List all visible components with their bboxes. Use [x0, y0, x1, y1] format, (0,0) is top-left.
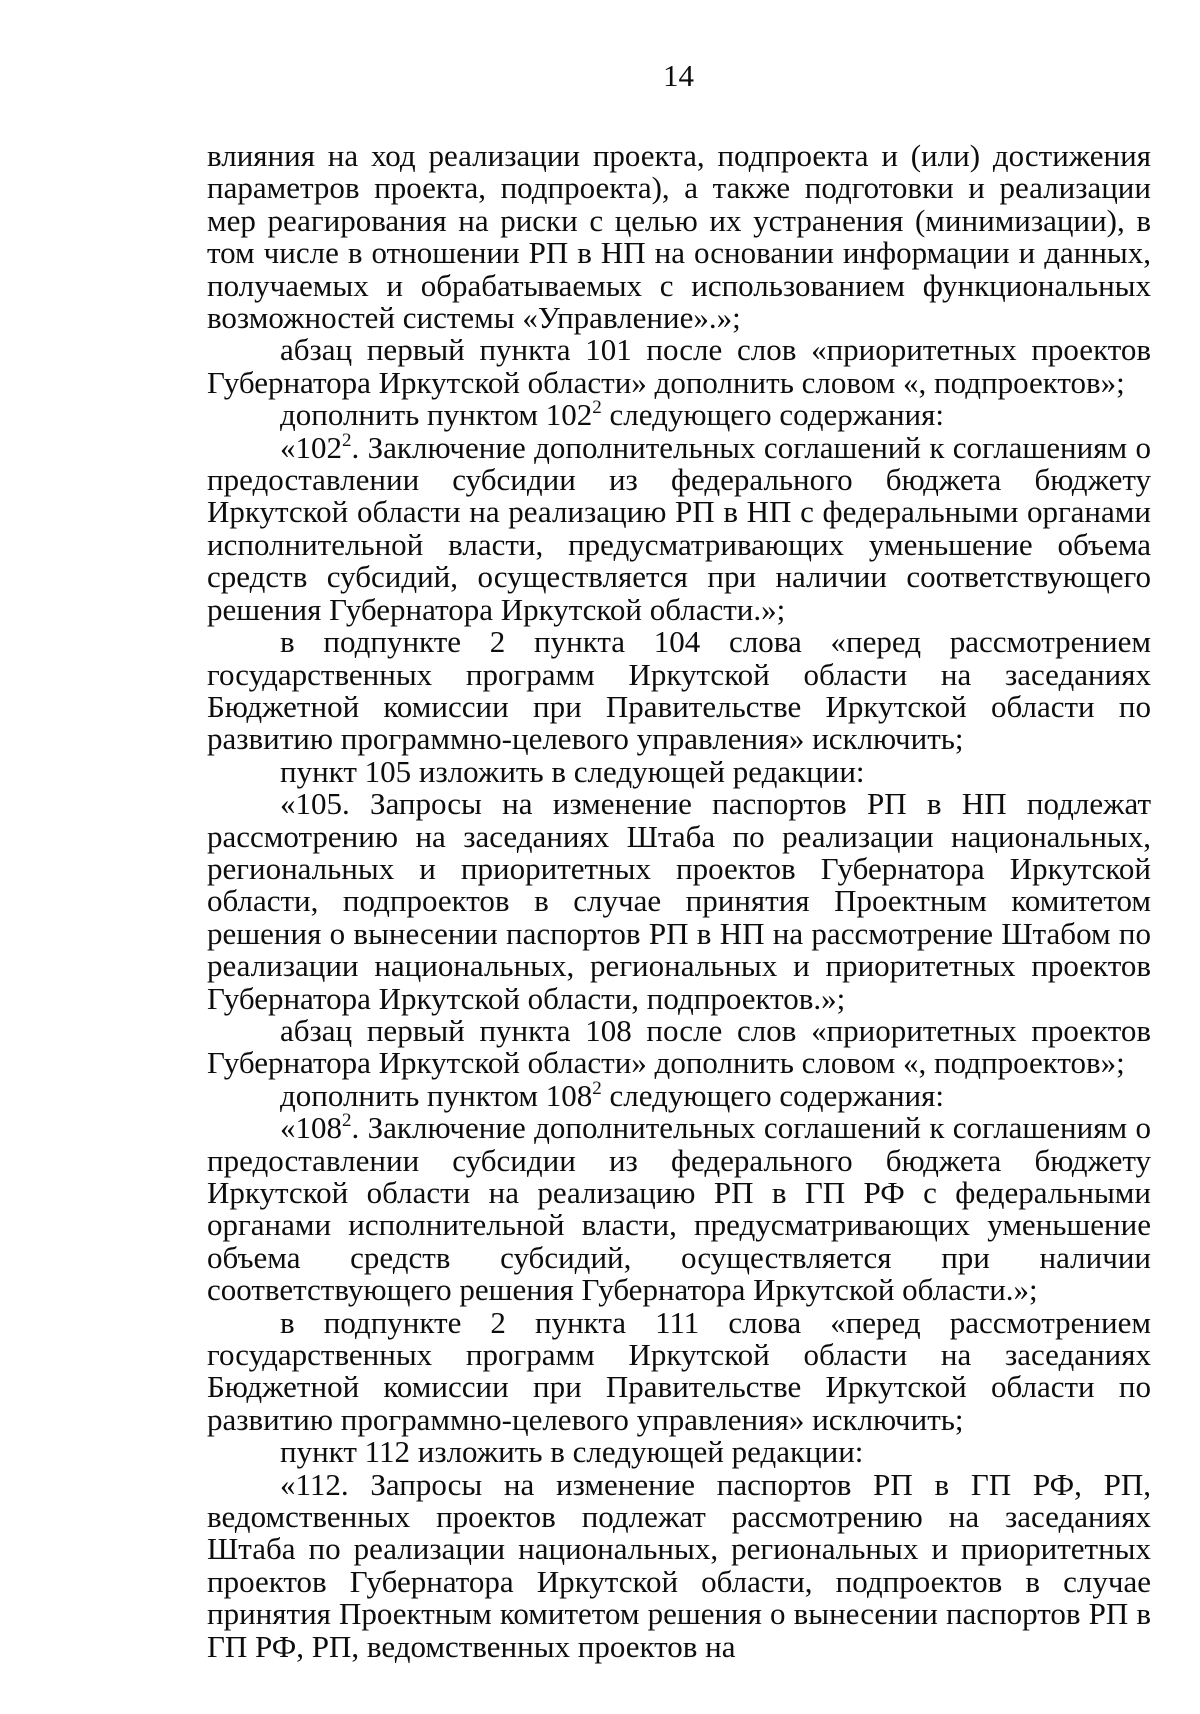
text-after: следующего содержания:: [601, 1077, 945, 1113]
text-before: дополнить пунктом 102: [280, 397, 593, 433]
paragraph-clause-105: «105. Запросы на изменение паспортов РП в НП подлежат рассмотрению на заседаниях Штаба по реализации национальных, региональных и приоритетных проектов Губернатора Иркутской области, подпроектов в случае принятия Проектным комитетом решения о вынесении паспортов РП в НП на рассмотрение Штабом по реализации национальных, региональных и приоритетных проектов Губернатора Иркутской области, подпроектов.»;: [207, 786, 1151, 1016]
paragraph-restate-112: пункт 112 изложить в следующей редакции:: [280, 1434, 864, 1470]
superscript: 2: [342, 1110, 352, 1132]
paragraph-continuation: влияния на ход реализации проекта, подпроекта и (или) достижения параметров проекта, подпроекта), а также подготовки и реализации мер реагирования на риски с целью их устранения (минимизации), в том числе в отношении РП в НП на основании информации и данных, получаемых и обрабатываемых с использованием функциональных возможностей системы «Управление».»;: [207, 138, 1151, 336]
paragraph-clause-112: «112. Запросы на изменение паспортов РП в ГП РФ, РП, ведомственных проектов подлежат рассмотрению на заседаниях Штаба по реализации национальных, региональных и приоритетных проектов Губернатора Иркутской области, подпроектов в случае принятия Проектным комитетом решения о вынесении паспортов РП в ГП РФ, РП, ведомственных проектов на: [207, 1466, 1151, 1664]
text-after: следующего содержания:: [601, 397, 945, 433]
text-after: . Заключение дополнительных соглашений к соглашениям о предоставлении субсидии из федерального бюджета бюджету Иркутской области на реализацию РП в ГП РФ с федеральными органами исполнительной власти, предусматривающих уменьшение объема средств субсидий, осуществляется при наличии соответствующего решения Губернатора Иркутской области.»;: [207, 1110, 1151, 1308]
paragraph-amend-101: абзац первый пункта 101 после слов «приоритетных проектов Губернатора Иркутской области» дополнить словом «, подпроектов»;: [207, 332, 1151, 400]
superscript: 2: [342, 429, 352, 451]
paragraph-clause-102-2: [207, 429, 1151, 627]
superscript: 2: [592, 1077, 602, 1099]
paragraph-restate-105: пункт 105 изложить в следующей редакции:: [280, 753, 865, 789]
text-after: . Заключение дополнительных соглашений к соглашениям о предоставлении субсидии из федерального бюджета бюджету Иркутской области на реализацию РП в НП с федеральными органами исполнительной власти, предусматривающих уменьшение объема средств субсидий, осуществляется при наличии соответствующего решения Губернатора Иркутской области.»;: [207, 429, 1151, 627]
paragraph-amend-104: в подпункте 2 пункта 104 слова «перед рассмотрением государственных программ Иркутской области на заседаниях Бюджетной комиссии при Правительстве Иркутской области по развитию программно-целевого управления» исключить;: [207, 624, 1151, 757]
paragraph-add-102-2: [207, 399, 1151, 431]
paragraph-amend-108: абзац первый пункта 108 после слов «приоритетных проектов Губернатора Иркутской области» дополнить словом «, подпроектов»;: [207, 1012, 1151, 1081]
text-before: «102: [280, 429, 342, 465]
text-before: дополнить пунктом 108: [280, 1077, 593, 1113]
paragraph-add-108-2: [207, 1077, 1151, 1113]
paragraph-clause-108-2: [207, 1112, 1151, 1306]
text-before: «108: [280, 1110, 342, 1146]
document-body: [207, 140, 1151, 1663]
superscript: 2: [592, 397, 602, 419]
page-number: 14: [663, 58, 694, 93]
paragraph-amend-111: в подпункте 2 пункта 111 слова «перед рассмотрением государственных программ Иркутской области на заседаниях Бюджетной комиссии при Правительстве Иркутской области по развитию программно-целевого управления» исключить;: [207, 1304, 1151, 1437]
